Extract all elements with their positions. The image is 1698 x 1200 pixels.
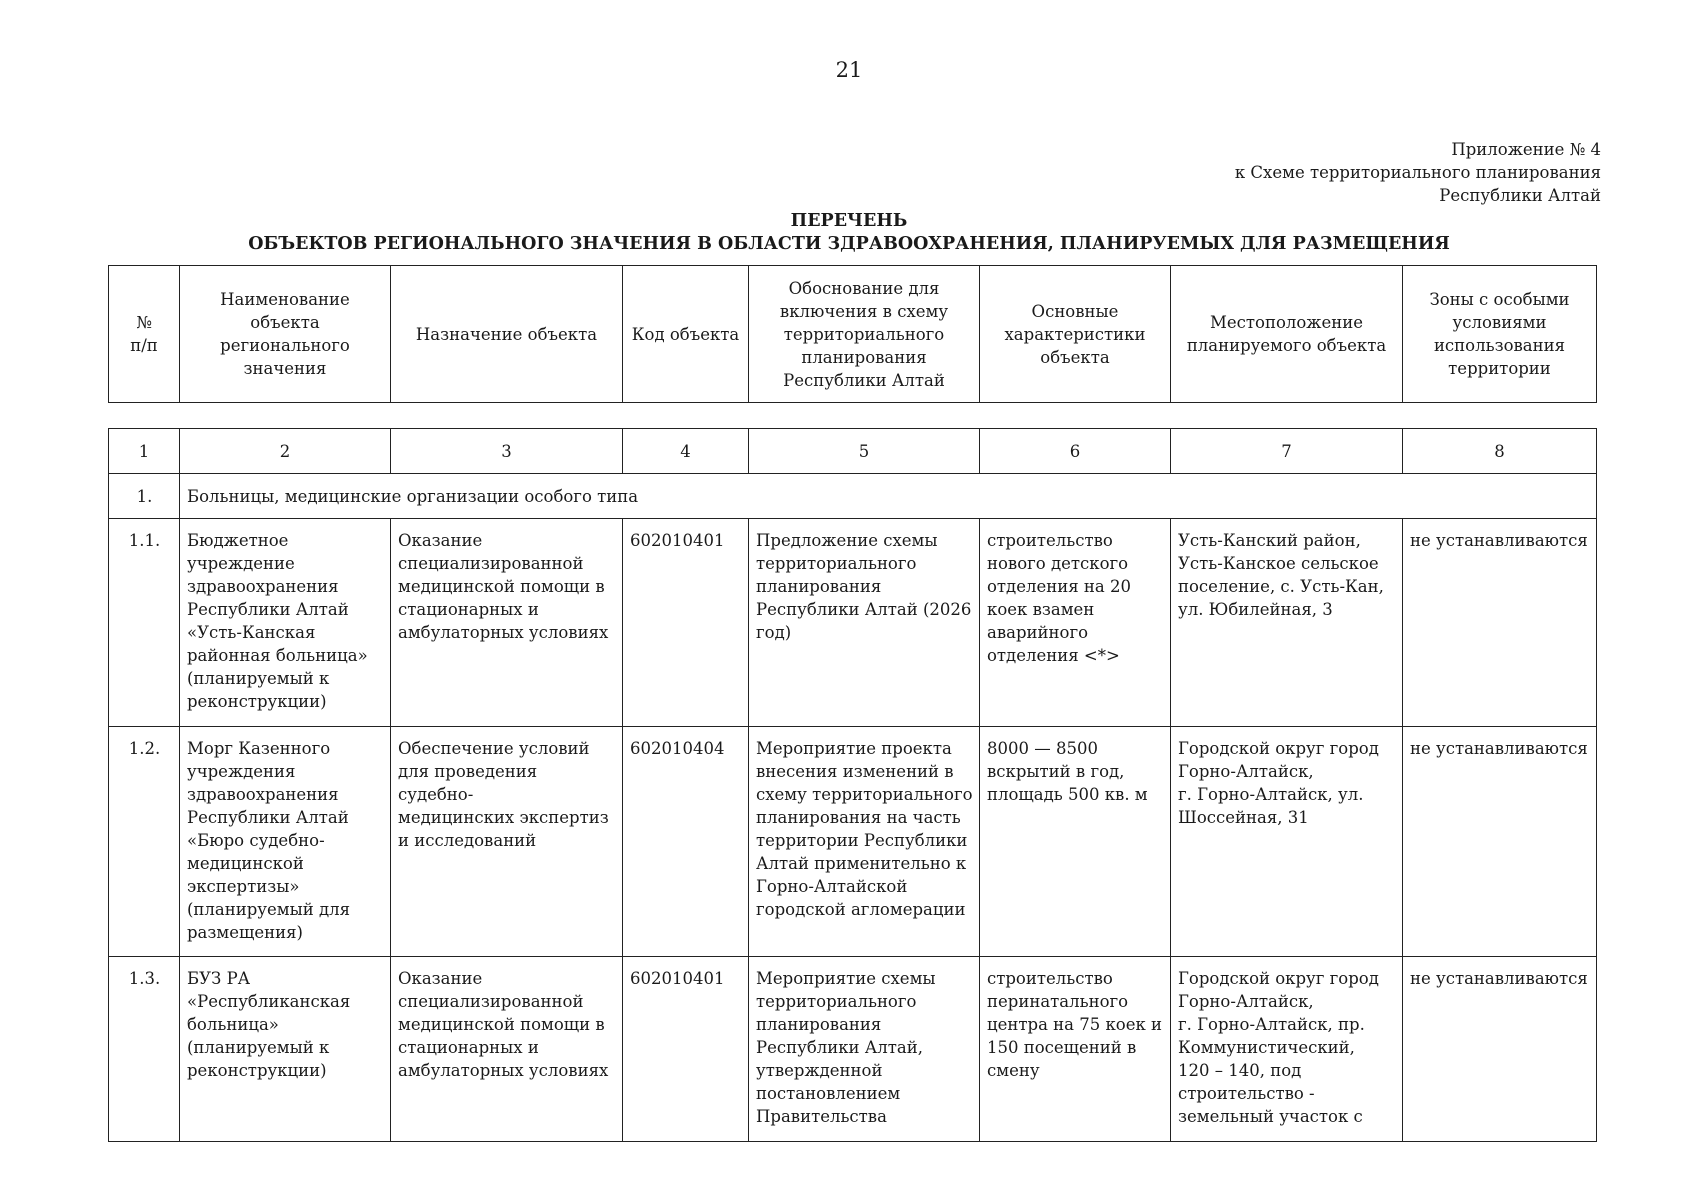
column-number: 8 xyxy=(1403,429,1597,474)
column-number: 7 xyxy=(1171,429,1403,474)
table-row xyxy=(109,957,1597,1142)
object-purpose: Обеспечение условий для проведения судебно- медицинских экспертиз и исследований xyxy=(391,727,623,957)
column-number: 3 xyxy=(391,429,623,474)
object-location: Городской округ город Горно-Алтайск, г. Горно-Алтайск, ул. Шоссейная, 31 xyxy=(1171,727,1403,957)
header-cell-number: № п/п xyxy=(109,266,180,403)
table-row xyxy=(109,519,1597,727)
object-purpose: Оказание специализированной медицинской помощи в стационарных и амбулаторных условиях xyxy=(391,519,623,727)
object-characteristics: строительство перинатального центра на 75 коек и 150 посещений в смену xyxy=(980,957,1171,1142)
object-basis: Мероприятие проекта внесения изменений в схему территориального планирования на часть территории Республики Алтай применительно к Горно-Алтайской городской агломерации xyxy=(749,727,980,957)
object-basis: Предложение схемы территориального планирования Республики Алтай (2026 год) xyxy=(749,519,980,727)
object-code: 602010401 xyxy=(623,519,749,727)
column-number: 4 xyxy=(623,429,749,474)
object-basis: Мероприятие схемы территориального планирования Республики Алтай, утвержденной постановлением Правительства xyxy=(749,957,980,1142)
column-number: 6 xyxy=(980,429,1171,474)
column-number: 2 xyxy=(180,429,391,474)
object-code: 602010401 xyxy=(623,957,749,1142)
header-cell-basis: Обоснование для включения в схему территориального планирования Республики Алтай xyxy=(749,266,980,403)
object-name: БУЗ РА «Республиканская больница» (планируемый к реконструкции) xyxy=(180,957,391,1142)
object-characteristics: 8000 — 8500 вскрытий в год, площадь 500 кв. м xyxy=(980,727,1171,957)
header-cell-name: Наименование объекта регионального значения xyxy=(180,266,391,403)
appendix-line-1: Приложение № 4 xyxy=(1451,140,1601,159)
object-zones: не устанавливаются xyxy=(1403,519,1597,727)
column-number: 1 xyxy=(109,429,180,474)
appendix-line-3: Республики Алтай xyxy=(1439,186,1601,205)
section-row xyxy=(109,474,1597,519)
row-number: 1.1. xyxy=(109,519,180,727)
header-cell-purpose: Назначение объекта xyxy=(391,266,623,403)
section-number: 1. xyxy=(109,474,180,519)
header-cell-code: Код объекта xyxy=(623,266,749,403)
column-number: 5 xyxy=(749,429,980,474)
object-characteristics: строительство нового детского отделения на 20 коек взамен аварийного отделения <*> xyxy=(980,519,1171,727)
object-zones: не устанавливаются xyxy=(1403,727,1597,957)
title-line-1: ПЕРЕЧЕНЬ xyxy=(790,211,908,231)
object-location: Усть-Канский район, Усть-Канское сельское поселение, с. Усть-Кан, ул. Юбилейная, 3 xyxy=(1171,519,1403,727)
header-row xyxy=(109,266,1597,403)
object-name: Морг Казенного учреждения здравоохранения Республики Алтай «Бюро судебно- медицинской экспертизы» (планируемый для размещения) xyxy=(180,727,391,957)
header-cell-location: Местоположение планируемого объекта xyxy=(1171,266,1403,403)
object-code: 602010404 xyxy=(623,727,749,957)
appendix-line-2: к Схеме территориального планирования xyxy=(1234,163,1601,182)
section-title: Больницы, медицинские организации особого типа xyxy=(180,474,1597,519)
appendix-note xyxy=(1235,138,1601,207)
objects-table xyxy=(108,428,1597,1142)
column-numbers-row xyxy=(109,429,1597,474)
row-number: 1.3. xyxy=(109,957,180,1142)
object-location: Городской округ город Горно-Алтайск, г. Горно-Алтайск, пр. Коммунистический, 120 – 140, под строительство - земельный участок с xyxy=(1171,957,1403,1142)
title-line-2: ОБЪЕКТОВ РЕГИОНАЛЬНОГО ЗНАЧЕНИЯ В ОБЛАСТИ ЗДРАВООХРАНЕНИЯ, ПЛАНИРУЕМЫХ ДЛЯ РАЗМЕЩЕНИЯ xyxy=(248,234,1450,254)
page-number: 21 xyxy=(835,58,863,82)
header-cell-zones: Зоны с особыми условиями использования территории xyxy=(1403,266,1597,403)
table-row xyxy=(109,727,1597,957)
header-cell-characteristics: Основные характеристики объекта xyxy=(980,266,1171,403)
object-name: Бюджетное учреждение здравоохранения Республики Алтай «Усть-Канская районная больница» (планируемый к реконструкции) xyxy=(180,519,391,727)
row-number: 1.2. xyxy=(109,727,180,957)
document-title xyxy=(0,210,1698,256)
object-zones: не устанавливаются xyxy=(1403,957,1597,1142)
header-table xyxy=(108,265,1597,403)
object-purpose: Оказание специализированной медицинской помощи в стационарных и амбулаторных условиях xyxy=(391,957,623,1142)
